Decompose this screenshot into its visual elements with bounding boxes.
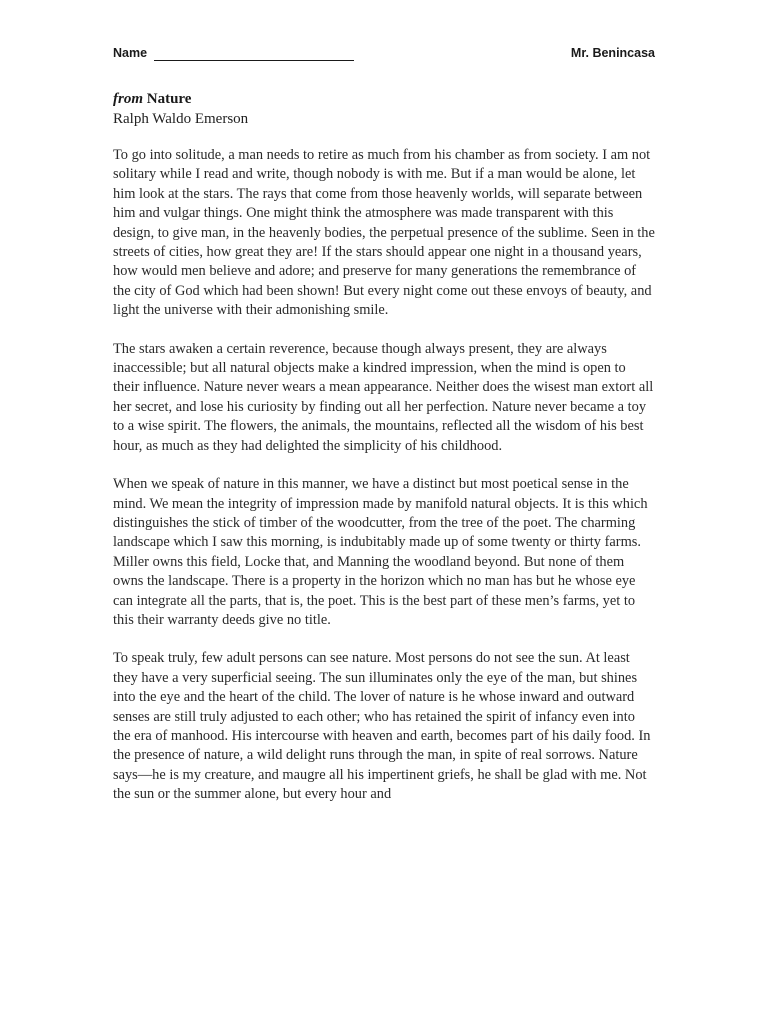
- paragraph: To go into solitude, a man needs to retire as much from his chamber as from society. I am not solitary while I read and write, though nobody is with me. But if a man would be alone, let him look at the stars. The rays that come from those heavenly worlds, will separate between him and vulgar things. One might think the atmosphere was made transparent with this design, to give man, in the heavenly bodies, the perpetual presence of the sublime. Seen in the streets of cities, how great they are! If the stars should appear one night in a thousand years, how would men believe and adore; and preserve for many generations the remembrance of the city of God which had been shown! But every night come out these envoys of beauty, and light the universe with their admonishing smile.: [113, 147, 655, 319]
- paragraph: When we speak of nature in this manner, we have a distinct but most poetical sense in the mind. We mean the integrity of impression made by manifold natural objects. It is this which distinguishes the stick of timber of the woodcutter, from the tree of the poet. The charming landscape which I saw this morning, is indubitably made up of some twenty or thirty farms. Miller owns this field, Locke that, and Manning the woodland beyond. But none of them owns the landscape. There is a property in the horizon which no man has but he whose eye can integrate all the parts, that is, the poet. This is the best part of these men’s farms, yet to this their warranty deeds give no title.: [113, 476, 648, 628]
- name-blank-line: [154, 60, 354, 61]
- name-label: Name: [113, 46, 148, 60]
- title-work: Nature: [146, 91, 192, 107]
- document-page: [113, 0, 655, 1024]
- paragraph: To speak truly, few adult persons can see nature. Most persons do not see the sun. At least they have a very superficial seeing. The sun illuminates only the eye of the man, but shines into the eye and the heart of the child. The lover of nature is he whose inward and outward senses are still truly adjusted to each other; who has retained the spirit of infancy even into the era of manhood. His intercourse with heaven and earth, becomes part of his daily food. In the presence of nature, a wild delight runs through the man, in spite of real sorrows. Nature says—he is my creature, and maugre all his impertinent griefs, he shall be glad with me. Not the sun or the summer alone, but every hour and: [113, 650, 651, 803]
- document-title: [113, 91, 191, 108]
- title-prefix: from: [113, 91, 143, 107]
- worksheet-header: [113, 46, 655, 66]
- teacher-name: Mr. Benincasa: [570, 46, 655, 60]
- author-name: Ralph Waldo Emerson: [113, 111, 249, 127]
- paragraph: The stars awaken a certain reverence, because though always present, they are always inaccessible; but all natural objects make a kindred impression, when the mind is open to their influence. Nature never wears a mean appearance. Neither does the wisest man extort all her secret, and lose his curiosity by finding out all her perfection. Nature never became a toy to a wise spirit. The flowers, the animals, the mountains, reflected all the wisdom of his best hour, as much as they had delighted the simplicity of his childhood.: [113, 340, 654, 454]
- essay-body: [113, 146, 655, 824]
